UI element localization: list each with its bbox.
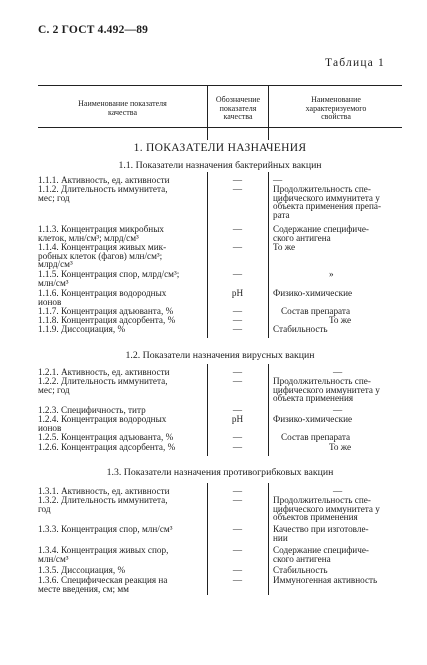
column-header-symbol-line: Обозначение показателя качества (215, 95, 261, 122)
characterized-property: — (273, 175, 283, 185)
quality-indicator-name: 1.1.7. Концентрация адъюванта, % (38, 306, 174, 316)
column-header-symbol (208, 96, 268, 122)
column-divider (268, 172, 269, 338)
quality-indicator-name: 1.1.9. Диссоциация, % (38, 324, 126, 334)
characterized-property: Физико-химические (273, 414, 353, 424)
indicator-symbol: — (232, 367, 243, 377)
characterized-property: Состав препарата (281, 432, 351, 442)
indicator-symbol: — (232, 565, 243, 575)
characterized-property: Продолжительность спе- цифического иммунитета у объектов применения (273, 495, 380, 523)
column-divider (268, 127, 269, 140)
indicator-symbol: — (232, 545, 243, 555)
characterized-property: — (333, 367, 343, 377)
quality-indicator-name: 1.1.6. Концентрация водородных ионов (38, 288, 167, 307)
characterized-property: Иммуногенная активность (273, 575, 378, 585)
quality-indicator-name: 1.2.1. Активность, ед. активности (38, 367, 170, 377)
characterized-property: — (333, 405, 343, 415)
characterized-property: Продолжительность спе- цифического иммунитета у объекта применения препа- рата (273, 184, 382, 220)
characterized-property: То же (329, 442, 352, 452)
characterized-property: Содержание специфиче- ского антигена (273, 224, 369, 243)
quality-indicator-name: 1.3.6. Специфическая реакция на месте введения, см; мм (38, 575, 168, 594)
column-divider (207, 364, 208, 456)
table-header-bottom-rule (38, 127, 402, 128)
quality-indicator-name: 1.1.4. Концентрация живых мик- робных клеток (фагов) млн/см³; млрд/см³ (38, 242, 167, 270)
quality-indicator-name: 1.2.4. Концентрация водородных ионов (38, 414, 167, 433)
characterized-property: Физико-химические (273, 288, 353, 298)
indicator-symbol: — (232, 575, 243, 585)
column-divider (268, 483, 269, 595)
characterized-property: Продолжительность спе- цифического иммунитета у объекта применения (273, 376, 380, 404)
group-title: 1.1. Показатели назначения бактерийных вакцин (118, 160, 322, 171)
characterized-property: То же (329, 315, 352, 325)
column-divider (207, 483, 208, 595)
indicator-symbol: — (232, 175, 243, 185)
indicator-symbol: pH (231, 288, 244, 298)
quality-indicator-name: 1.3.5. Диссоциация, % (38, 565, 126, 575)
quality-indicator-name: 1.3.2. Длительность иммунитета, год (38, 495, 168, 514)
column-header-name-line: Наименование показателя качества (78, 99, 167, 117)
section-title: 1. ПОКАЗАТЕЛИ НАЗНАЧЕНИЯ (133, 142, 307, 154)
column-divider (207, 127, 208, 140)
quality-indicator-name: 1.3.3. Концентрация спор, млн/см³ (38, 524, 173, 534)
table-top-rule (38, 85, 402, 86)
page-header: С. 2 ГОСТ 4.492—89 (38, 24, 149, 36)
column-header-property-line: Наименование характеризуемого свойства (305, 95, 367, 122)
quality-indicator-name: 1.2.5. Концентрация адъюванта, % (38, 432, 174, 442)
indicator-symbol: — (232, 432, 243, 442)
table-title: Таблица 1 (325, 57, 385, 69)
indicator-symbol: — (232, 324, 243, 334)
indicator-symbol: — (232, 184, 243, 194)
column-divider (268, 85, 269, 127)
indicator-symbol: — (232, 495, 243, 505)
quality-indicator-name: 1.2.2. Длительность иммунитета, мес; год (38, 376, 168, 395)
characterized-property: То же (273, 242, 296, 252)
quality-indicator-name: 1.2.6. Концентрация адсорбента, % (38, 442, 176, 452)
indicator-symbol: pH (231, 414, 244, 424)
characterized-property: Состав препарата (281, 306, 351, 316)
indicator-symbol: — (232, 269, 243, 279)
quality-indicator-name: 1.3.1. Активность, ед. активности (38, 486, 170, 496)
characterized-property: Качество при изготовле- нии (273, 524, 369, 543)
indicator-symbol: — (232, 405, 243, 415)
column-header-property (270, 96, 402, 122)
group-title: 1.2. Показатели назначения вирусных вакцин (125, 350, 315, 361)
quality-indicator-name: 1.1.8. Концентрация адсорбента, % (38, 315, 176, 325)
indicator-symbol: — (232, 306, 243, 316)
indicator-symbol: — (232, 524, 243, 534)
group-title: 1.3. Показатели назначения противогрибковых вакцин (106, 467, 334, 478)
quality-indicator-name: 1.1.2. Длительность иммунитета, мес; год (38, 184, 168, 203)
characterized-property: Содержание специфиче- ского антигена (273, 545, 369, 564)
quality-indicator-name: 1.1.1. Активность, ед. активности (38, 175, 170, 185)
indicator-symbol: — (232, 315, 243, 325)
characterized-property: — (333, 486, 343, 496)
column-header-name (40, 100, 205, 117)
characterized-property: » (329, 269, 334, 279)
quality-indicator-name: 1.3.4. Концентрация живых спор, млн/см³ (38, 545, 169, 564)
characterized-property: Стабильность (273, 565, 328, 575)
column-divider (268, 364, 269, 456)
quality-indicator-name: 1.1.5. Концентрация спор, млрд/см³; млн/см³ (38, 269, 180, 288)
characterized-property: Стабильность (273, 324, 328, 334)
indicator-symbol: — (232, 376, 243, 386)
indicator-symbol: — (232, 224, 243, 234)
quality-indicator-name: 1.2.3. Специфичность, титр (38, 405, 146, 415)
quality-indicator-name: 1.1.3. Концентрация микробных клеток, млн/см³; млрд/см³ (38, 224, 164, 243)
indicator-symbol: — (232, 242, 243, 252)
column-divider (207, 172, 208, 338)
indicator-symbol: — (232, 442, 243, 452)
indicator-symbol: — (232, 486, 243, 496)
